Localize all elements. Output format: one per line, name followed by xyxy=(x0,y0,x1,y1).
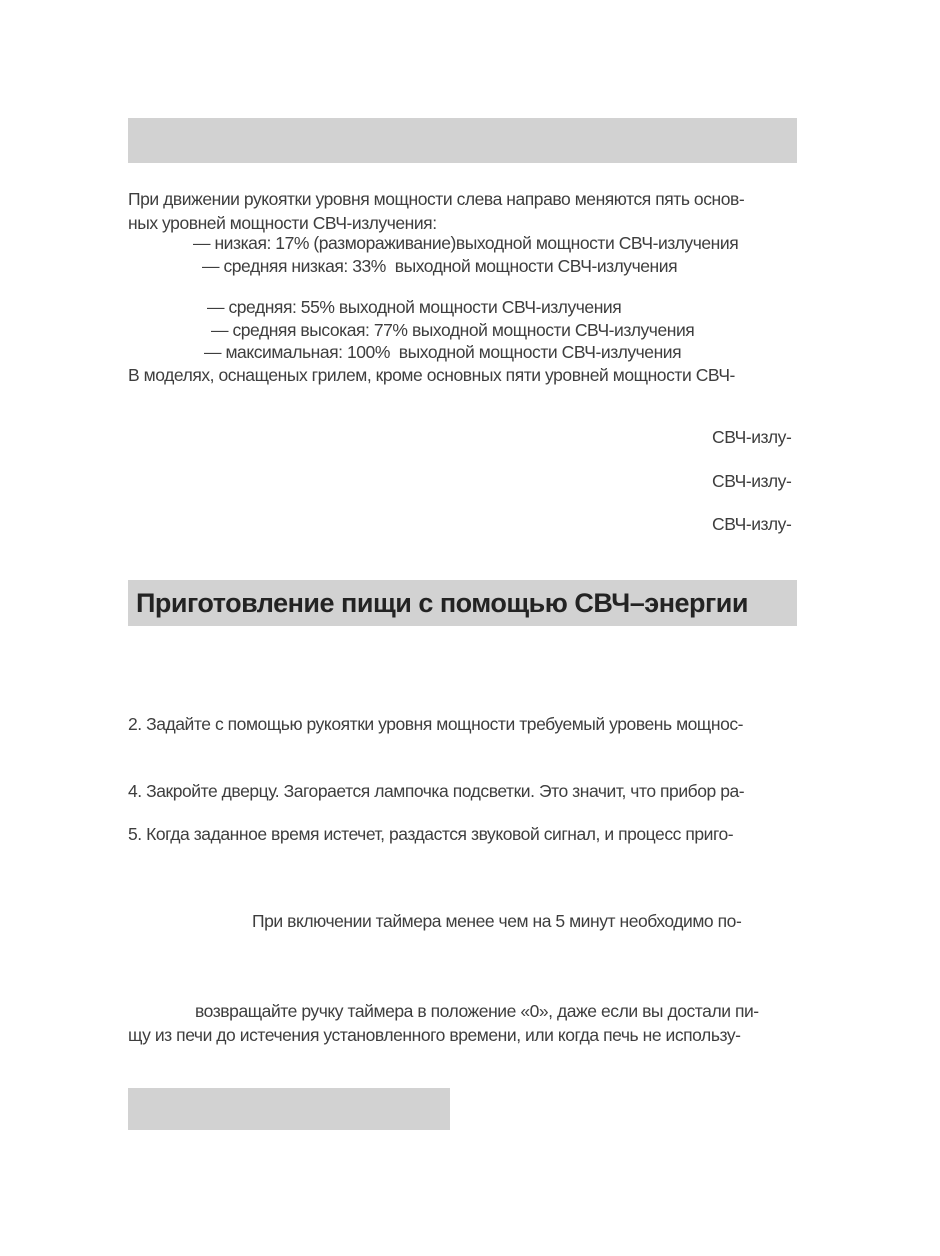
intro-line: При движении рукоятки уровня мощности слева направо меняются пять основ- xyxy=(128,189,745,209)
redacted-block-bottom xyxy=(128,1088,450,1130)
step-item: 5. Когда заданное время истечет, раздастся звуковой сигнал, и процесс приго- xyxy=(128,824,734,844)
timer-note-line: щу из печи до истечения установленного времени, или когда печь не использу- xyxy=(128,1025,741,1045)
power-level-item: — средняя высокая: 77% выходной мощности СВЧ-излучения xyxy=(211,320,695,340)
step-item: 2. Задайте с помощью рукоятки уровня мощности требуемый уровень мощнос- xyxy=(128,714,744,734)
power-level-item: — низкая: 17% (размораживание)выходной мощности СВЧ-излучения xyxy=(193,233,739,253)
grill-note: В моделях, оснащеных грилем, кроме основных пяти уровней мощности СВЧ- xyxy=(128,365,735,385)
power-level-item: — максимальная: 100% выходной мощности СВЧ-излучения xyxy=(204,342,682,362)
timer-note: При включении таймера менее чем на 5 минут необходимо по- xyxy=(252,911,742,931)
hyphenation-fragment: СВЧ-излу- xyxy=(712,471,792,491)
redacted-block-top xyxy=(128,118,797,163)
step-item: 4. Закройте дверцу. Загорается лампочка подсветки. Это значит, что прибор ра- xyxy=(128,781,745,801)
hyphenation-fragment: СВЧ-излу- xyxy=(712,427,792,447)
intro-line: ных уровней мощности СВЧ-излучения: xyxy=(128,213,437,233)
timer-note-line: возвращайте ручку таймера в положение «0», даже если вы достали пи- xyxy=(195,1001,759,1021)
power-level-item: — средняя: 55% выходной мощности СВЧ-излучения xyxy=(207,297,622,317)
power-level-item: — средняя низкая: 33% выходной мощности СВЧ-излучения xyxy=(202,256,678,276)
section-heading-bar xyxy=(128,580,797,626)
hyphenation-fragment: СВЧ-излу- xyxy=(712,514,792,534)
section-heading: Приготовление пищи с помощью СВЧ–энергии xyxy=(136,587,748,618)
